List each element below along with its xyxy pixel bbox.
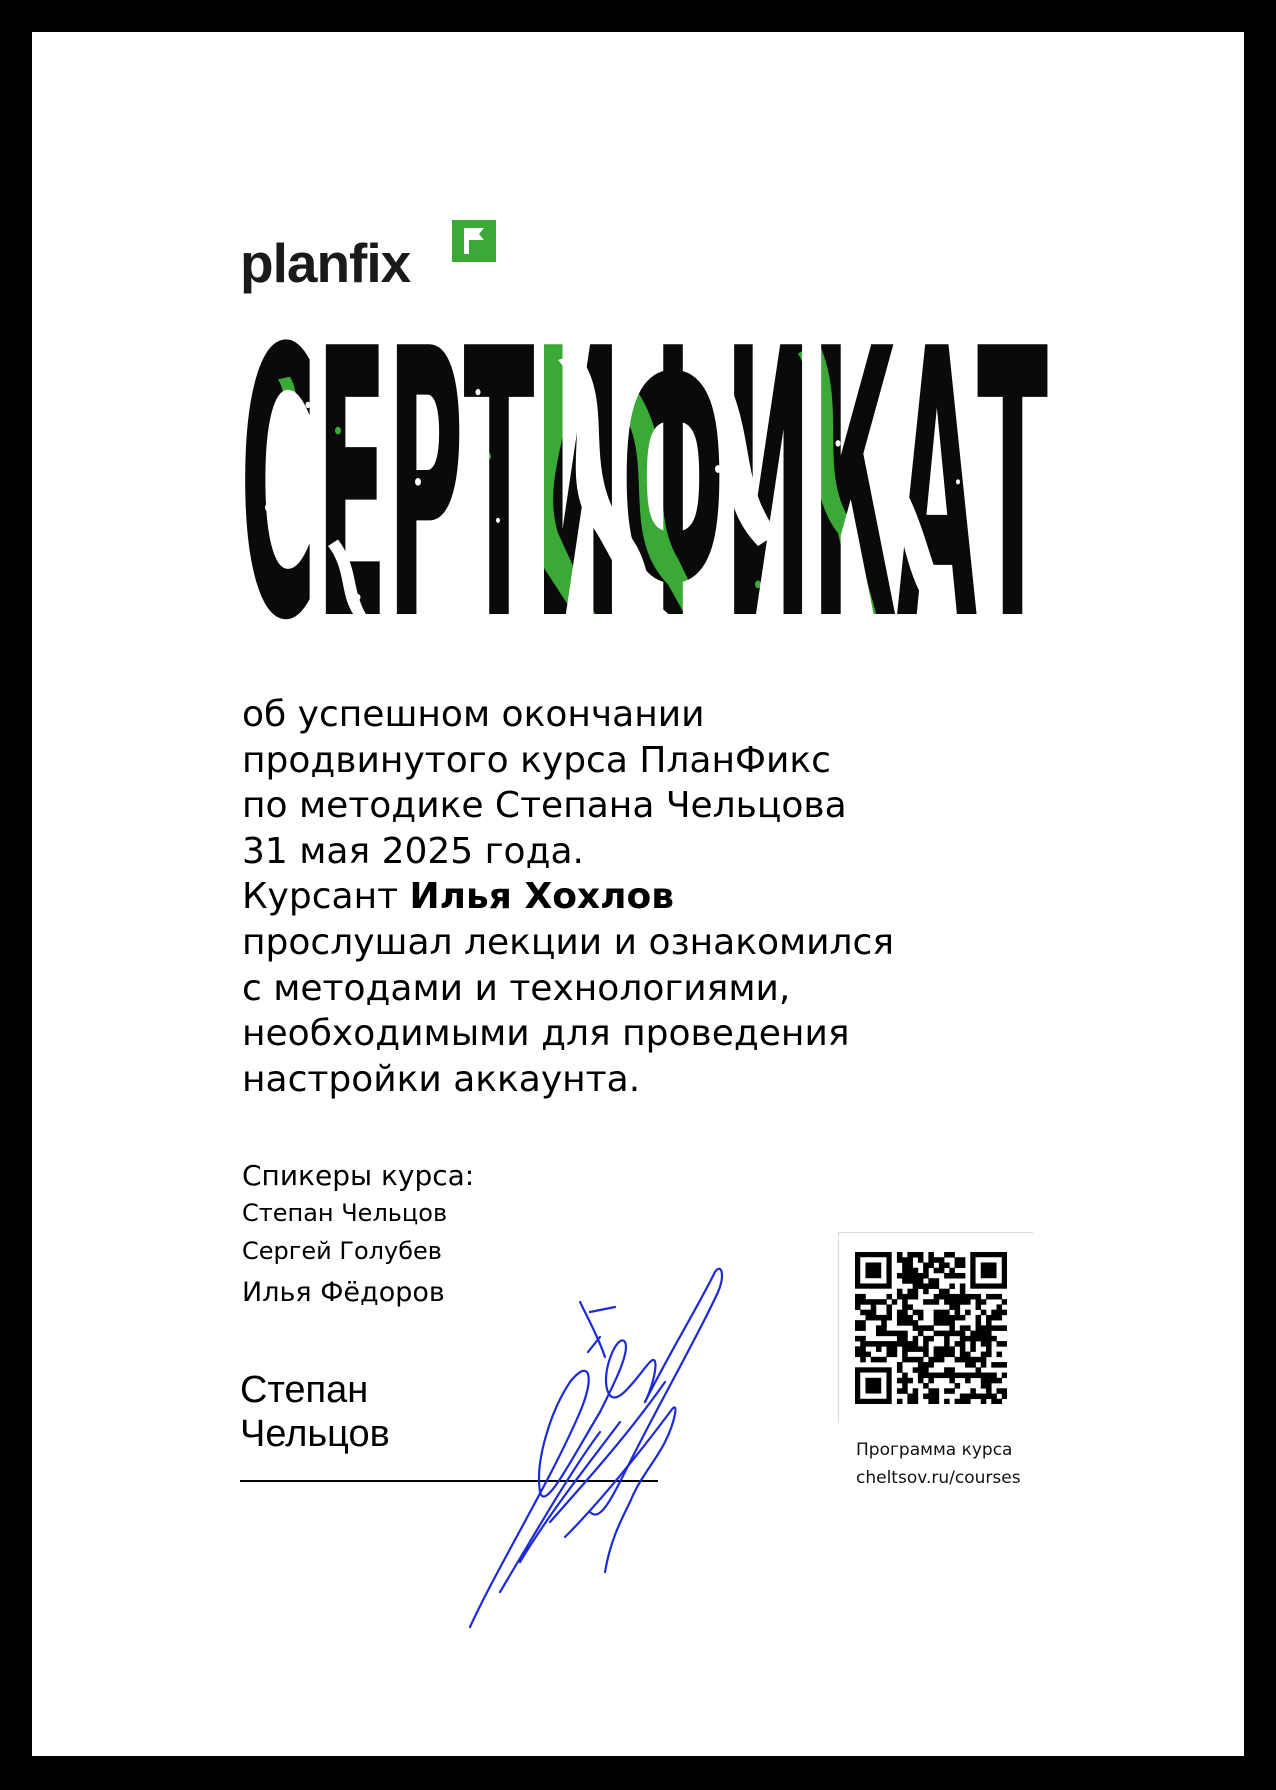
- qr-caption: [856, 1436, 1021, 1492]
- signer-name: [240, 1368, 390, 1456]
- student-line: [242, 874, 1002, 920]
- body-line: с методами и технологиями,: [242, 967, 791, 1009]
- qr-code-box: [838, 1232, 1033, 1423]
- signer-last-name: Чельцов: [240, 1413, 390, 1455]
- body-line: прослушал лекции и ознакомился: [242, 921, 895, 963]
- body-line: необходимыми для проведения: [242, 1013, 850, 1055]
- body-line: продвинутого курса ПланФикс: [242, 739, 831, 781]
- qr-caption-title: Программа курса: [856, 1440, 1013, 1460]
- flag-icon: [452, 220, 496, 262]
- speaker-name: Илья Фёдоров: [242, 1277, 445, 1308]
- speaker-name: Сергей Голубев: [242, 1237, 442, 1265]
- body-line: по методике Степана Чельцова: [242, 785, 847, 827]
- qr-caption-link[interactable]: cheltsov.ru/courses: [856, 1468, 1021, 1488]
- certificate-title: [238, 328, 1050, 620]
- student-prefix: Курсант: [242, 876, 399, 918]
- body-line: об успешном окончании: [242, 694, 705, 735]
- student-name: Илья Хохлов: [409, 876, 675, 918]
- qr-code-icon: [855, 1252, 1007, 1404]
- signer-first-name: Степан: [240, 1369, 369, 1411]
- body-line: настройки аккаунта.: [242, 1058, 641, 1100]
- body-line: 31 мая 2025 года.: [242, 830, 584, 872]
- handwritten-signature: [440, 1262, 760, 1642]
- logo-wordmark: planfix: [240, 232, 411, 294]
- speakers-label: Спикеры курса:: [242, 1159, 475, 1192]
- certificate-body: [242, 692, 1002, 1102]
- speaker-name: Степан Чельцов: [242, 1199, 448, 1227]
